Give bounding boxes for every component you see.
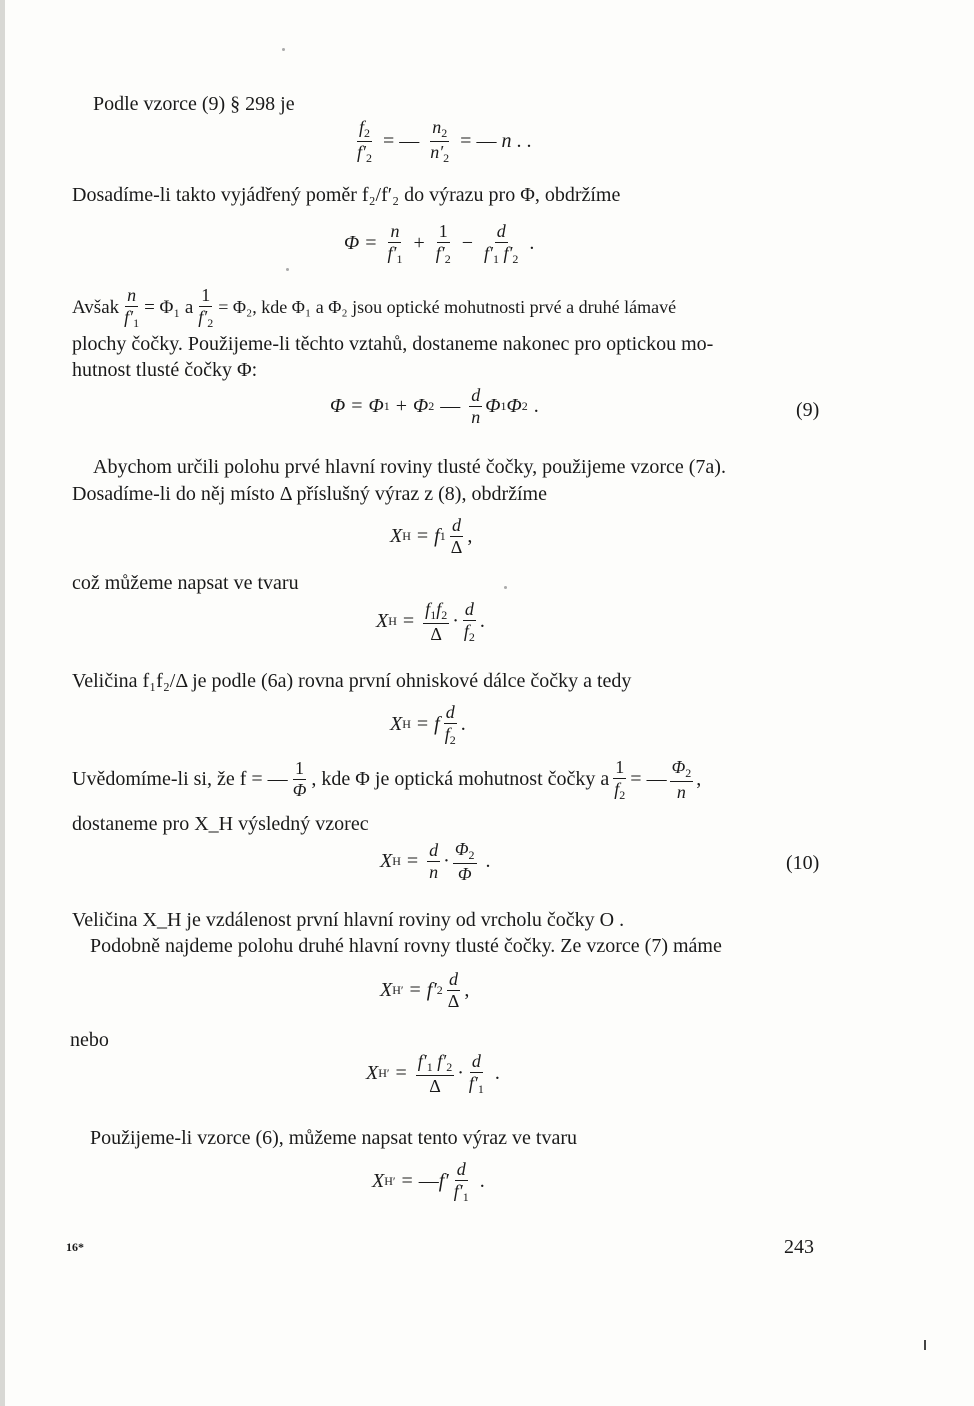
text-fragment: = Φ₂, kde Φ₁ a Φ₂ jsou optické mohutnosti prvé a druhé lámavé — [218, 297, 677, 318]
text-line: plochy čočky. Použijeme-li těchto vztahů, dostaneme nakonec pro optickou mo- — [72, 333, 714, 355]
equation-xh-2: X H = $\frac{f_1f_2}{\Delta}$ · $\frac{d}{f_2}$ . — [376, 599, 485, 644]
text-line: Dosadíme-li do něj místo Δ příslušný výraz z (8), obdržíme — [72, 483, 547, 505]
text-line: Veličina X_H je vzdálenost první hlavní roviny od vrcholu čočky O . — [72, 909, 625, 931]
text-line-with-fractions: Uvědomíme-li si, že f = — $\frac{1}{\Phi}$ , kde Φ je optická mohutnost čočky a $\frac{1}{f_2}$ = — $\frac{\Phi_2}{n}$ , — [72, 757, 702, 802]
equation-xh-3: X H = f $\frac{d}{f_2}$ . — [390, 702, 466, 747]
scan-speck — [282, 48, 285, 51]
text-line: Veličina f₁f₂/Δ je podle (6a) rovna první ohniskové dálce čočky a tedy — [72, 670, 632, 692]
text-line-with-fractions: Avšak $\frac{n}{f'_1}$ = Φ₁ a $\frac{1}{f'_2}$ = Φ₂, kde Φ₁ a Φ₂ jsou optické mohutnosti prvé a druhé lámavé — [72, 285, 677, 330]
equation-xh-prime-1: X H′ = f′ 2 $\frac{d}{\Delta}$ , — [380, 969, 470, 1011]
text-line: dostaneme pro X_H výsledný vzorec — [72, 813, 369, 835]
signature-mark: 16* — [66, 1240, 84, 1254]
equation-2: Φ = $\frac{n}{f'_1}$ + $\frac{1}{f'_2}$ − $\frac{d}{f'_1 f'_2}$ . — [344, 221, 535, 266]
text-fragment: = Φ₁ a — [144, 296, 194, 318]
equation-9: Φ = Φ 1 + Φ 2 — $\frac{d}{n}$ Φ 1 Φ 2 . — [330, 385, 539, 427]
equation-10: X H = $\frac{d}{n}$ · $\frac{\Phi_2}{\Phi}$ . — [380, 839, 491, 884]
text-line: což můžeme napsat ve tvaru — [72, 572, 299, 594]
text-fragment: , kde Φ je optická mohutnost čočky a — [311, 768, 610, 791]
scan-speck — [286, 268, 289, 271]
equation-number: (9) — [796, 399, 820, 421]
text-line: Dosadíme-li takto vyjádřený poměr f₂/f′₂ do výrazu pro Φ, obdržíme — [72, 184, 621, 206]
equation-number: (10) — [786, 852, 820, 874]
scan-mark — [924, 1340, 926, 1350]
text-line: Použijeme-li vzorce (6), můžeme napsat tento výraz ve tvaru — [90, 1127, 578, 1149]
text-line: Abychom určili polohu prvé hlavní roviny tlusté čočky, použijeme vzorce (7a). — [93, 456, 726, 478]
scan-speck — [504, 586, 507, 589]
text-fragment: = — — [630, 768, 667, 791]
text-fragment: Avšak — [72, 296, 120, 318]
equation-1: $\frac{f_2}{f'_2}$ = — $\frac{n_2}{n'_2}$ = — n . . — [357, 117, 532, 165]
text-line: hutnost tlusté čočky Φ: — [72, 359, 258, 381]
page-number: 243 — [784, 1236, 814, 1258]
equation-xh-prime-2: X H′ = $\frac{f'_1 f'_2}{\Delta}$ · $\frac{d}{f'_1}$ . — [366, 1051, 500, 1096]
text-line: Podle vzorce (9) § 298 je — [93, 93, 295, 115]
page-edge — [0, 0, 5, 1406]
text-fragment: Uvědomíme-li si, že f = — — [72, 768, 288, 791]
equation-xh-prime-3: X H′ = — f′ $\frac{d}{f'_1}$ . — [372, 1159, 485, 1204]
text-line: Podobně najdeme polohu druhé hlavní rovny tlusté čočky. Ze vzorce (7) máme — [90, 935, 722, 957]
equation-xh-1: X H = f 1 $\frac{d}{\Delta}$ , — [390, 515, 473, 557]
text-line: nebo — [70, 1029, 109, 1051]
